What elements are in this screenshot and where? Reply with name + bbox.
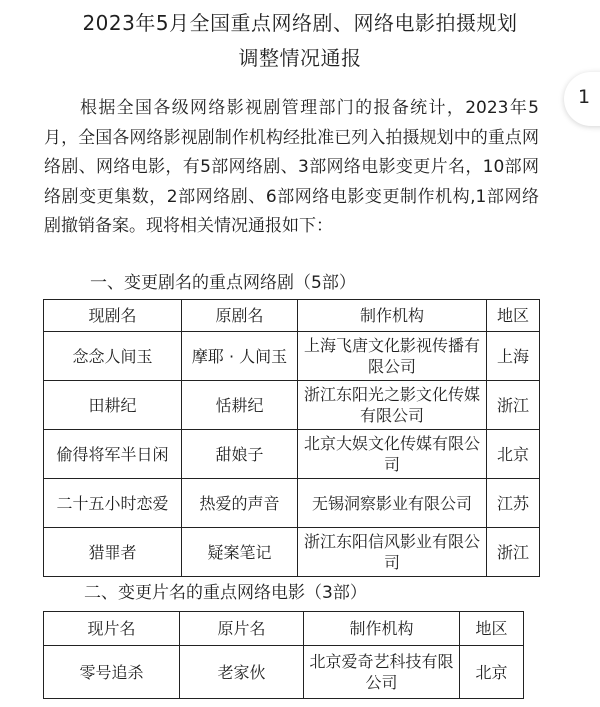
header-cell: 制作机构 [298,300,487,332]
current-title-cell: 偷得将军半日闲 [44,430,182,479]
header-cell: 现片名 [44,612,180,646]
producer-cell: 北京爱奇艺科技有限公司 [304,646,460,699]
producer-cell: 无锡洞察影业有限公司 [298,479,487,528]
region-cell: 江苏 [487,479,540,528]
current-title-cell: 零号追杀 [44,646,180,699]
producer-cell: 浙江东阳信风影业有限公司 [298,528,487,577]
current-title-cell: 念念人间玉 [44,332,182,381]
region-cell: 浙江 [487,528,540,577]
section-1-heading: 一、变更剧名的重点网络剧（5部） [90,273,356,293]
document-title-line-1: 2023年5月全国重点网络剧、网络电影拍摄规划 [82,11,518,35]
header-cell: 制作机构 [304,612,460,646]
section-2-heading: 二、变更片名的重点网络电影（3部） [84,583,367,603]
table-row [44,528,540,577]
header-cell: 地区 [460,612,524,646]
film-rename-table [43,611,524,699]
intro-paragraph: 根据全国各级网络影视剧管理部门的报备统计，2023年5月，全国各网络影视剧制作机构经批准已列入拍摄规划中的重点网络剧、网络电影，有5部网络剧、3部网络电影变更片名，10部网络剧变更集数，2部网络剧、6部网络电影变更制作机构,1部网络剧撤销备案。现将相关情况通报如下： [44,98,539,236]
producer-cell: 浙江东阳光之影文化传媒有限公司 [298,381,487,430]
table-row [44,646,524,699]
page-indicator[interactable] [564,72,600,126]
region-cell: 上海 [487,332,540,381]
table-row [44,430,540,479]
region-cell: 北京 [460,646,524,699]
table-header-row [44,612,524,646]
header-cell: 原剧名 [182,300,298,332]
table-header-row [44,300,540,332]
original-title-cell: 疑案笔记 [182,528,298,577]
original-title-cell: 热爱的声音 [182,479,298,528]
header-cell: 原片名 [180,612,304,646]
region-cell: 北京 [487,430,540,479]
original-title-cell: 恬耕纪 [182,381,298,430]
current-title-cell: 田耕纪 [44,381,182,430]
original-title-cell: 摩耶 · 人间玉 [182,332,298,381]
region-cell: 浙江 [487,381,540,430]
original-title-cell: 甜娘子 [182,430,298,479]
document-title-line-2: 调整情况通报 [238,46,362,70]
page-number: 1 [578,86,591,108]
current-title-cell: 二十五小时恋爱 [44,479,182,528]
current-title-cell: 猎罪者 [44,528,182,577]
producer-cell: 北京大娱文化传媒有限公司 [298,430,487,479]
producer-cell: 上海飞唐文化影视传播有限公司 [298,332,487,381]
original-title-cell: 老家伙 [180,646,304,699]
drama-rename-table [43,299,540,577]
header-cell: 现剧名 [44,300,182,332]
table-row [44,479,540,528]
header-cell: 地区 [487,300,540,332]
table-row [44,332,540,381]
table-row [44,381,540,430]
